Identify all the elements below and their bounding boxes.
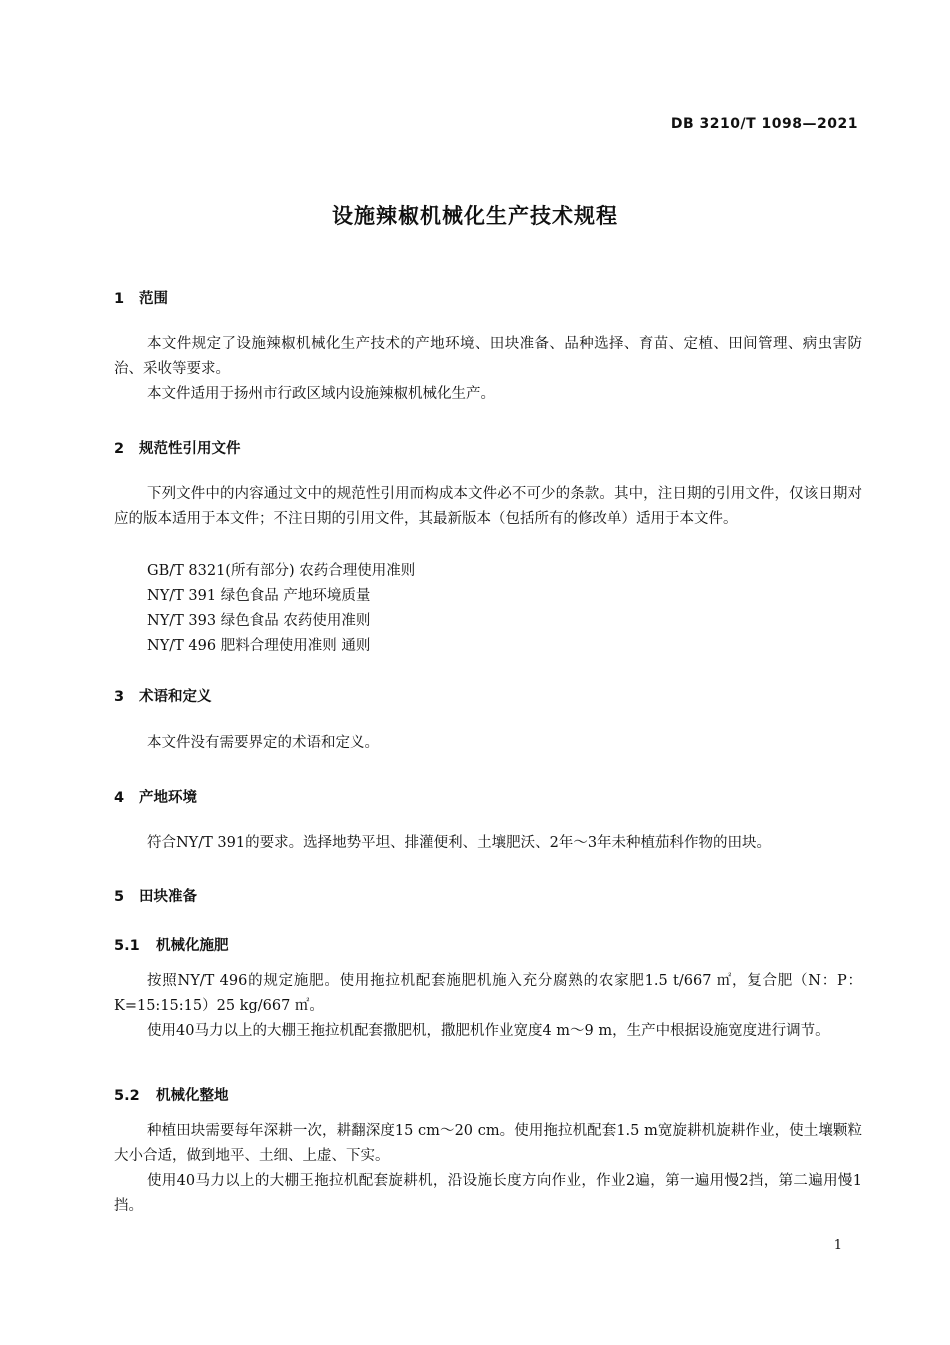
section-2-paragraph-1: 下列文件中的内容通过文中的规范性引用而构成本文件必不可少的条款。其中，注日期的引用文件，仅该日期对应的版本适用于本文件；不注日期的引用文件，其最新版本（包括所有的修改单）适用于本文件。 [114,486,862,527]
subsection-5-1-heading [114,934,229,955]
subsection-title: 机械化整地 [156,1088,229,1104]
section-3-paragraph-1: 本文件没有需要界定的术语和定义。 [147,735,379,751]
document-code: DB 3210/T 1098—2021 [670,116,858,132]
section-1-paragraph-1: 本文件规定了设施辣椒机械化生产技术的产地环境、田块准备、品种选择、育苗、定植、田间管理、病虫害防治、采收等要求。 [114,336,862,377]
section-title: 田块准备 [139,889,197,905]
subsection-title: 机械化施肥 [156,938,229,954]
subsection-5-2-heading [114,1084,229,1105]
reference-item: GB/T 8321(所有部分) 农药合理使用准则 [147,563,416,579]
reference-item: NY/T 391 绿色食品 产地环境质量 [147,588,371,604]
section-number: 4 [114,790,125,806]
section-3-heading [114,685,212,706]
section-number: 2 [114,441,125,457]
reference-item: NY/T 496 肥料合理使用准则 通则 [147,638,371,654]
section-1-paragraph-2: 本文件适用于扬州市行政区域内设施辣椒机械化生产。 [147,386,495,402]
reference-item: NY/T 393 绿色食品 农药使用准则 [147,613,371,629]
section-2-heading [114,437,241,458]
section-4-heading [114,786,197,807]
section-1-heading [114,287,168,308]
section-number: 3 [114,689,125,705]
subsection-5-1-paragraph-1: 按照NY/T 496的规定施肥。使用拖拉机配套施肥机施入充分腐熟的农家肥1.5 t/667 ㎡，复合肥（N：P：K=15:15:15）25 kg/667 ㎡。 [114,973,862,1014]
section-title: 范围 [139,291,168,307]
subsection-5-2-paragraph-1: 种植田块需要每年深耕一次，耕翻深度15 cm～20 cm。使用拖拉机配套1.5 m宽旋耕机旋耕作业，使土壤颗粒大小合适，做到地平、土细、上虚、下实。 [114,1123,862,1164]
subsection-number: 5.1 [114,938,140,954]
section-title: 术语和定义 [139,689,212,705]
document-title: 设施辣椒机械化生产技术规程 [332,204,618,228]
section-5-heading [114,885,197,906]
subsection-number: 5.2 [114,1088,140,1104]
section-4-paragraph-1: 符合NY/T 391的要求。选择地势平坦、排灌便利、土壤肥沃、2年～3年未种植茄科作物的田块。 [147,835,772,851]
subsection-5-1-paragraph-2: 使用40马力以上的大棚王拖拉机配套撒肥机，撒肥机作业宽度4 m～9 m，生产中根据设施宽度进行调节。 [147,1023,830,1039]
section-number: 5 [114,889,125,905]
section-title: 产地环境 [139,790,197,806]
page-number: 1 [833,1238,842,1253]
subsection-5-2-paragraph-2: 使用40马力以上的大棚王拖拉机配套旋耕机，沿设施长度方向作业，作业2遍，第一遍用慢2挡，第二遍用慢1挡。 [114,1173,862,1214]
section-title: 规范性引用文件 [139,441,241,457]
section-number: 1 [114,291,125,307]
